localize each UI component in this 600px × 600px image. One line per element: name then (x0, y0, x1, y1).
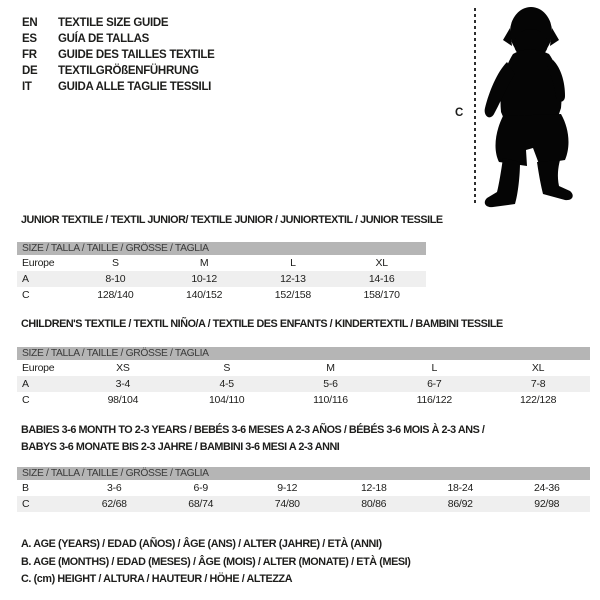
size-cell: 92/98 (534, 498, 560, 510)
footnote-line: C. (cm) HEIGHT / ALTURA / HAUTEUR / HÖHE / ALTEZZA (21, 573, 293, 586)
language-row (22, 63, 215, 79)
row-label: Europe (22, 257, 55, 269)
row-label: C (22, 394, 30, 406)
size-cell: L (290, 257, 296, 269)
height-measure-dashed-line (474, 8, 476, 206)
language-code: FR (22, 49, 37, 61)
size-cell: 9-12 (277, 482, 298, 494)
language-code: DE (22, 65, 38, 77)
table-rows (17, 360, 590, 408)
table-row (17, 480, 590, 496)
toddler-silhouette-image (477, 4, 597, 209)
size-cell: 5-6 (323, 378, 338, 390)
size-cell: 4-5 (219, 378, 234, 390)
size-cell: 116/122 (416, 394, 452, 406)
size-cell: 62/68 (101, 498, 127, 510)
babies-section-title-line1: BABIES 3-6 MONTH TO 2-3 YEARS / BEBÉS 3-6 MESES A 2-3 AÑOS / BÉBÉS 3-6 MOIS À 2-3 ANS / (21, 424, 485, 436)
table-row (17, 287, 426, 303)
size-cell: 122/128 (519, 394, 557, 406)
footnote-line: B. AGE (MONTHS) / EDAD (MESES) / ÂGE (MOIS) / ALTER (MONATE) / ETÀ (MESI) (21, 555, 411, 568)
size-cell: 10-12 (191, 273, 217, 285)
footnote-line: A. AGE (YEARS) / EDAD (AÑOS) / ÂGE (ANS) / ALTER (JAHRE) / ETÀ (ANNI) (21, 538, 382, 550)
size-cell: 8-10 (105, 273, 126, 285)
children-section-title: CHILDREN'S TEXTILE / TEXTIL NIÑO/A / TEXTILE DES ENFANTS / KINDERTEXTIL / BAMBINI TESSILE (21, 318, 503, 330)
size-cell: L (431, 362, 438, 374)
size-cell: 80/86 (361, 498, 387, 510)
table-row (17, 392, 590, 408)
size-cell: 6-7 (427, 378, 442, 390)
size-cell: 110/116 (313, 394, 348, 406)
language-label: GUIDE DES TAILLES TEXTILE (58, 49, 215, 61)
junior-size-table (17, 242, 426, 303)
row-label: C (22, 498, 30, 510)
row-label: C (22, 289, 30, 301)
size-cell: XS (116, 362, 130, 374)
size-cell: XL (375, 257, 388, 269)
table-row (17, 496, 590, 512)
size-cell: 3-6 (107, 482, 122, 494)
size-cell: 14-16 (368, 273, 395, 285)
babies-size-table (17, 467, 590, 512)
size-header-bar: SIZE / TALLA / TAILLE / GRÖSSE / TAGLIA (17, 347, 590, 360)
size-cell: 6-9 (193, 482, 208, 494)
table-row (17, 255, 426, 271)
language-label: TEXTILE SIZE GUIDE (58, 17, 169, 29)
size-cell: 86/92 (447, 498, 473, 510)
size-cell: 104/110 (208, 394, 245, 406)
size-cell: 74/80 (274, 498, 300, 510)
size-cell: 68/74 (188, 498, 214, 510)
size-cell: 12-18 (360, 482, 387, 494)
size-cell: 140/152 (186, 289, 223, 301)
table-rows (17, 480, 590, 512)
size-cell: 24-36 (533, 482, 560, 494)
row-label: Europe (22, 362, 55, 374)
size-cell: 128/140 (97, 289, 134, 301)
language-label: TEXTILGRÖßENFÜHRUNG (58, 65, 199, 77)
size-cell: 152/158 (274, 289, 311, 301)
table-row (17, 376, 590, 392)
language-row (22, 47, 215, 63)
table-rows (17, 255, 426, 303)
table-row (17, 360, 590, 376)
size-cell: M (326, 362, 335, 374)
size-cell: 158/170 (363, 289, 400, 301)
language-label: GUIDA ALLE TAGLIE TESSILI (58, 81, 212, 93)
babies-section-title-line2: BABYS 3-6 MONATE BIS 2-3 JAHRE / BAMBINI 3-6 MESI A 2-3 ANNI (21, 441, 340, 453)
language-list (22, 15, 215, 95)
table-row (17, 271, 426, 287)
language-row (22, 31, 215, 47)
language-code: ES (22, 33, 37, 45)
row-label: A (22, 273, 29, 285)
size-cell: 18-24 (447, 482, 474, 494)
size-cell: 98/104 (107, 394, 139, 406)
footnote-list (21, 536, 410, 589)
language-row (22, 15, 215, 31)
height-measure-label: C (455, 107, 464, 119)
size-header-bar: SIZE / TALLA / TAILLE / GRÖSSE / TAGLIA (17, 242, 426, 255)
size-header-bar: SIZE / TALLA / TAILLE / GRÖSSE / TAGLIA (17, 467, 590, 480)
row-label: A (22, 378, 29, 390)
size-cell: M (199, 257, 209, 269)
size-cell: S (111, 257, 119, 269)
language-label: GUÍA DE TALLAS (58, 33, 149, 45)
language-row (22, 79, 215, 95)
size-cell: S (223, 362, 231, 374)
size-cell: 3-4 (115, 378, 131, 390)
size-cell: XL (531, 362, 545, 374)
size-cell: 12-13 (280, 273, 306, 285)
junior-section-title: JUNIOR TEXTILE / TEXTIL JUNIOR/ TEXTILE JUNIOR / JUNIORTEXTIL / JUNIOR TESSILE (21, 214, 443, 226)
language-code: EN (22, 17, 38, 29)
size-cell: 7-8 (530, 378, 546, 390)
language-code: IT (22, 81, 32, 93)
children-size-table (17, 347, 590, 408)
row-label: B (22, 482, 29, 494)
